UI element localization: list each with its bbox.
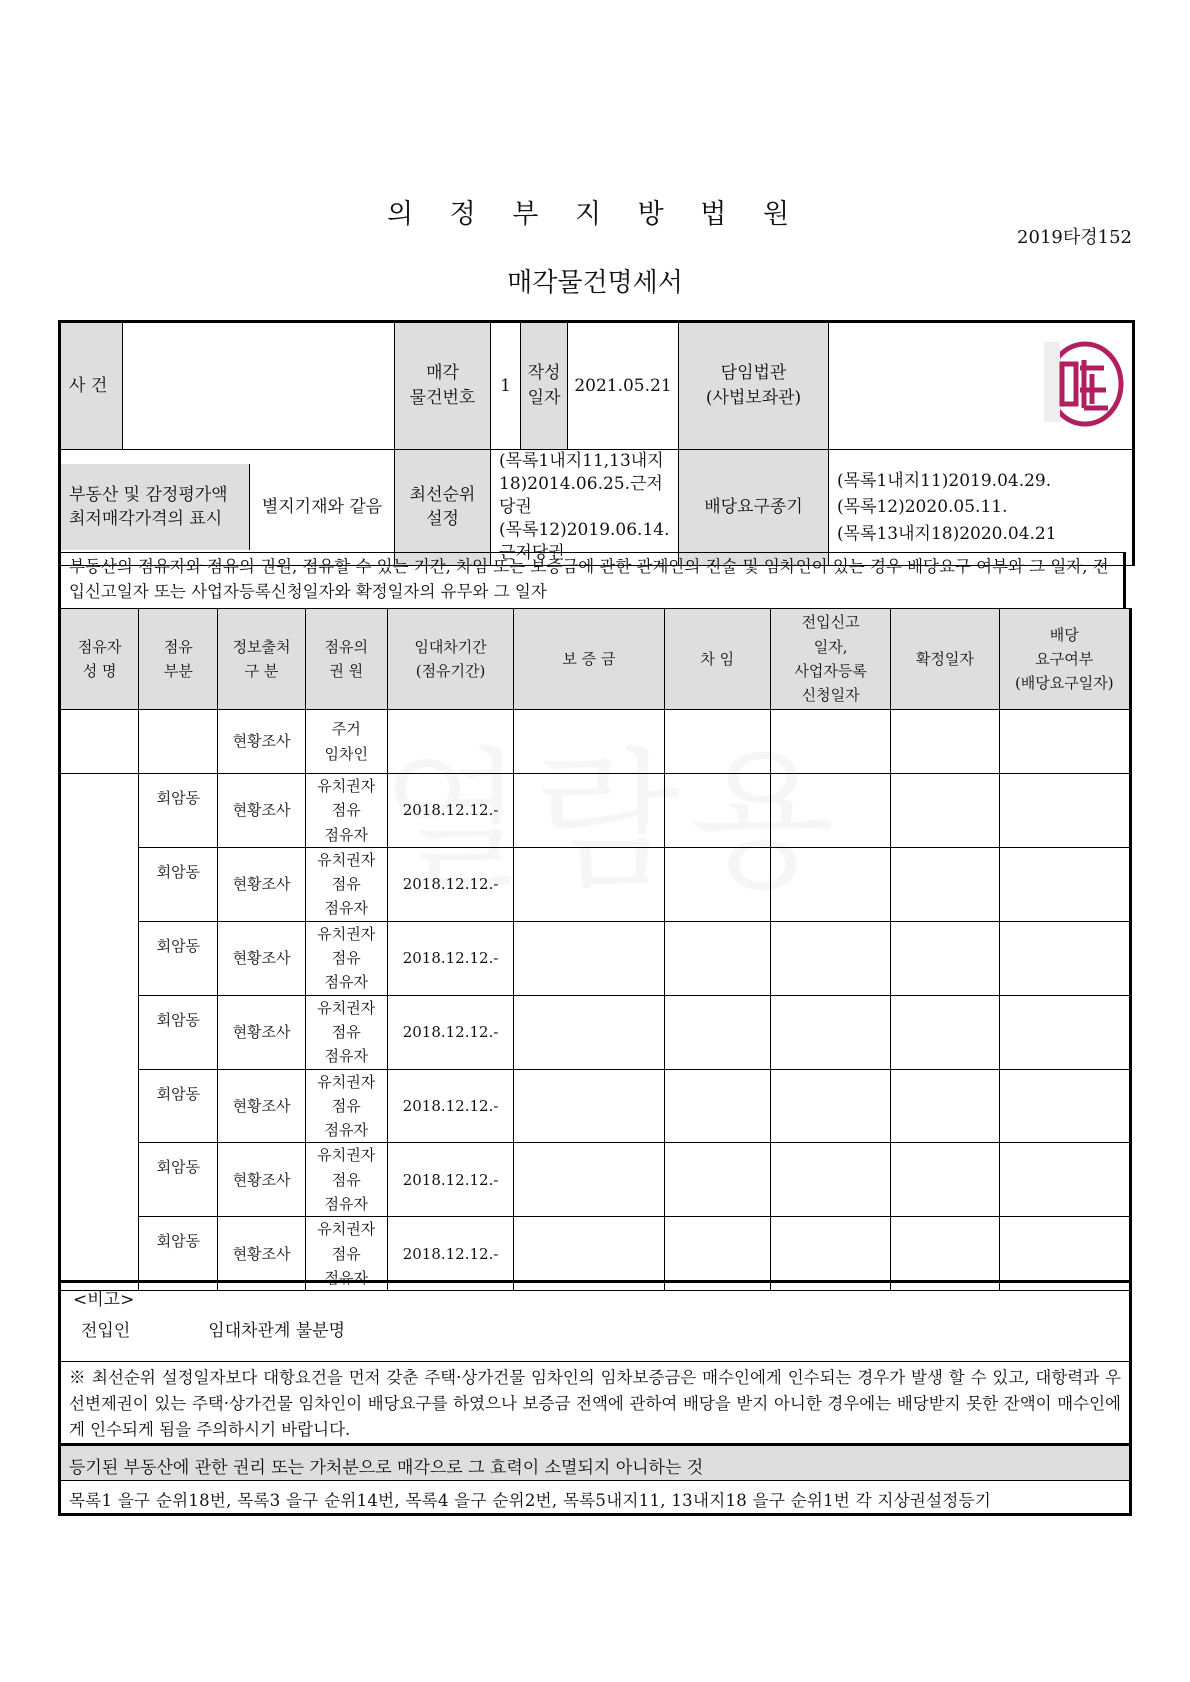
table-header-row bbox=[60, 609, 1131, 710]
table-row bbox=[60, 1143, 1131, 1217]
priority-value: (목록1내지11,13내지18)2014.06.25.근저당권 (목록12)2019.06.14.근저당권 bbox=[491, 450, 679, 566]
case-number: 2019타경152 bbox=[1017, 227, 1132, 248]
rights-value: 목록1 을구 순위18번, 목록3 을구 순위14번, 목록4 을구 순위2번, 목록5내지11, 13내지18 을구 순위1번 각 지상권설정등기 bbox=[58, 1481, 1132, 1516]
source-cell: 현황조사 bbox=[218, 710, 305, 774]
remarks-title: <비고> bbox=[73, 1290, 135, 1310]
table-row bbox=[60, 995, 1131, 1069]
col-rent: 차 임 bbox=[664, 609, 770, 710]
table-row bbox=[60, 1069, 1131, 1143]
dividend-label: 배당요구종기 bbox=[679, 450, 829, 566]
col-right: 점유의 권 원 bbox=[305, 609, 387, 710]
right-cell: 유치권자 점유 점유자 bbox=[305, 774, 387, 848]
right-cell: 주거 임차인 bbox=[305, 710, 387, 774]
judge-label: 담임법관 (사법보좌관) bbox=[679, 322, 829, 450]
right-cell: 유치권자 점유 점유자 bbox=[305, 1069, 387, 1143]
right-cell: 유치권자 점유 점유자 bbox=[305, 847, 387, 921]
source-cell: 현황조사 bbox=[218, 995, 305, 1069]
rights-title: 등기된 부동산에 관한 권리 또는 가처분으로 매각으로 그 효력이 소멸되지 아니하는 것 bbox=[58, 1443, 1132, 1481]
part-cell: 회암동 bbox=[139, 1217, 218, 1291]
col-movein: 전입신고 일자, 사업자등록 신청일자 bbox=[770, 609, 890, 710]
right-cell: 유치권자 점유 점유자 bbox=[305, 1217, 387, 1291]
right-cell: 유치권자 점유 점유자 bbox=[305, 995, 387, 1069]
occupant-name-cell bbox=[60, 774, 139, 1291]
period-cell: 2018.12.12.- bbox=[387, 1217, 513, 1291]
item-no-label: 매각 물건번호 bbox=[395, 322, 491, 450]
source-cell: 현황조사 bbox=[218, 921, 305, 995]
part-cell: 회암동 bbox=[139, 774, 218, 848]
judge-seal-cell bbox=[829, 322, 1134, 450]
court-seal-icon bbox=[1040, 334, 1126, 430]
property-value: 별지기재와 같음 bbox=[261, 497, 383, 518]
period-cell: 2018.12.12.- bbox=[387, 774, 513, 848]
part-cell: 회암동 bbox=[139, 1069, 218, 1143]
remarks-item-value: 임대차관계 불분명 bbox=[208, 1321, 346, 1341]
col-deposit: 보 증 금 bbox=[514, 609, 664, 710]
part-cell: 회암동 bbox=[139, 1143, 218, 1217]
remarks-section bbox=[58, 1280, 1132, 1361]
source-cell: 현황조사 bbox=[218, 1217, 305, 1291]
source-cell: 현황조사 bbox=[218, 774, 305, 848]
col-source: 정보출처 구 분 bbox=[218, 609, 305, 710]
period-cell: 2018.12.12.- bbox=[387, 1143, 513, 1217]
summary-table bbox=[58, 320, 1135, 566]
case-value bbox=[123, 322, 395, 450]
col-period: 임대차기간 (점유기간) bbox=[387, 609, 513, 710]
part-cell: 회암동 bbox=[139, 847, 218, 921]
source-cell: 현황조사 bbox=[218, 1143, 305, 1217]
part-cell: 회암동 bbox=[139, 921, 218, 995]
occupancy-note: 부동산의 점유자와 점유의 권원, 점유할 수 있는 기간, 차임 또는 보증금에 관한 관계인의 진술 및 임차인이 있는 경우 배당요구 여부와 그 일자, 전입신고일자 또는 사업자등록신청일자와 확정일자의 유무와 그 일자 bbox=[58, 552, 1126, 608]
dividend-value: (목록1내지11)2019.04.29. (목록12)2020.05.11. (목록13내지18)2020.04.21 bbox=[829, 450, 1134, 566]
table-row bbox=[60, 921, 1131, 995]
date-value: 2021.05.21 bbox=[568, 322, 679, 450]
period-cell: 2018.12.12.- bbox=[387, 995, 513, 1069]
table-row bbox=[60, 710, 1131, 774]
remarks-item-label: 전입인 bbox=[81, 1321, 131, 1341]
col-dividend: 배당 요구여부 (배당요구일자) bbox=[999, 609, 1130, 710]
occupancy-table bbox=[58, 608, 1132, 1291]
col-occupant: 점유자 성 명 bbox=[60, 609, 139, 710]
period-cell: 2018.12.12.- bbox=[387, 1069, 513, 1143]
right-cell: 유치권자 점유 점유자 bbox=[305, 1143, 387, 1217]
property-label-cell bbox=[60, 450, 395, 566]
source-cell: 현황조사 bbox=[218, 847, 305, 921]
document-title: 매각물건명세서 bbox=[507, 268, 683, 298]
court-name: 의 정 부 지 방 법 원 bbox=[386, 199, 804, 230]
part-cell: 회암동 bbox=[139, 995, 218, 1069]
col-fixed-date: 확정일자 bbox=[891, 609, 999, 710]
priority-label: 최선순위 설정 bbox=[395, 450, 491, 566]
warning-note: ※ 최선순위 설정일자보다 대항요건을 먼저 갖춘 주택·상가건물 임차인의 임차보증금은 매수인에게 인수되는 경우가 발생 할 수 있고, 대항력과 우선변제권이 있는 주택·상가건물 임차인이 배당요구를 하였으나 보증금 전액에 관하여 배당을 받지 아니한 경우에는 배당받지 못한 잔액이 매수인에게 인수되게 됨을 주의하시기 바랍니다. bbox=[58, 1361, 1132, 1443]
case-label: 사 건 bbox=[60, 322, 123, 450]
right-cell: 유치권자 점유 점유자 bbox=[305, 921, 387, 995]
period-cell: 2018.12.12.- bbox=[387, 921, 513, 995]
source-cell: 현황조사 bbox=[218, 1069, 305, 1143]
period-cell: 2018.12.12.- bbox=[387, 847, 513, 921]
table-row bbox=[60, 847, 1131, 921]
item-no: 1 bbox=[491, 322, 521, 450]
table-row bbox=[60, 774, 1131, 848]
property-label: 부동산 및 감정평가액 최저매각가격의 표시 bbox=[61, 464, 250, 550]
date-label: 작성 일자 bbox=[521, 322, 568, 450]
col-part: 점유 부분 bbox=[139, 609, 218, 710]
